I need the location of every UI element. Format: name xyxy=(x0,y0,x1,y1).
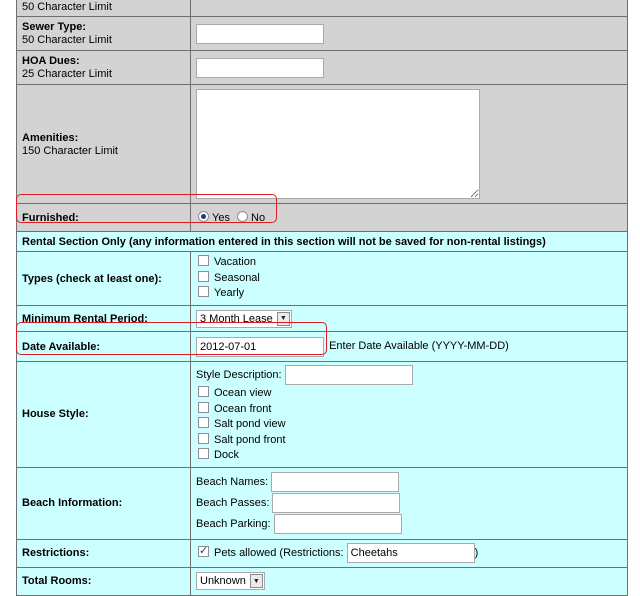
ocean-front-checkbox[interactable] xyxy=(198,402,209,413)
sewer-type-label: Sewer Type: xyxy=(22,21,86,33)
amenities-label-cell xyxy=(17,85,191,204)
restrictions-input[interactable] xyxy=(347,543,475,563)
furnished-cell xyxy=(191,204,628,232)
table-row xyxy=(17,17,628,51)
beach-parking-line xyxy=(196,514,622,535)
types-cell xyxy=(191,252,628,306)
hoa-dues-limit: 25 Character Limit xyxy=(22,68,112,80)
furnished-yes-radio[interactable] xyxy=(198,211,209,222)
date-available-cell xyxy=(191,332,628,362)
table-row xyxy=(17,539,628,567)
style-description-label: Style Description: xyxy=(196,369,282,381)
list-item xyxy=(196,271,622,287)
ocean-front-label: Ocean front xyxy=(214,402,272,415)
beach-parking-input[interactable] xyxy=(274,514,402,534)
list-item xyxy=(196,433,622,449)
style-description-input[interactable] xyxy=(285,365,413,385)
dock-label: Dock xyxy=(214,449,240,461)
pets-allowed-checkbox[interactable] xyxy=(198,546,209,557)
list-item xyxy=(196,448,622,464)
table-row xyxy=(17,332,628,362)
date-available-hint: Enter Date Available (YYYY-MM-DD) xyxy=(329,340,509,353)
restrictions-label: Restrictions: xyxy=(17,539,191,567)
ocean-view-checkbox[interactable] xyxy=(198,386,209,397)
table-row xyxy=(17,51,628,85)
chevron-down-icon: ▼ xyxy=(277,312,290,326)
date-available-input[interactable] xyxy=(196,337,324,357)
beach-names-line xyxy=(196,472,622,493)
amenities-cell xyxy=(191,85,628,204)
seasonal-label: Seasonal xyxy=(214,271,260,284)
types-label: Types (check at least one): xyxy=(17,252,191,306)
restrictions-close-paren: ) xyxy=(474,546,479,559)
table-row xyxy=(17,306,628,332)
total-rooms-cell xyxy=(191,567,628,595)
date-available-label: Date Available: xyxy=(17,332,191,362)
sewer-type-label-cell xyxy=(17,17,191,51)
minimum-rental-cell xyxy=(191,306,628,332)
hoa-dues-cell xyxy=(191,51,628,85)
house-style-label: House Style: xyxy=(17,362,191,468)
salt-pond-view-label: Salt pond view xyxy=(214,418,286,430)
table-row xyxy=(17,204,628,232)
furnished-yes-label: Yes xyxy=(212,212,230,224)
amenities-limit: 150 Character Limit xyxy=(22,144,118,157)
table-row xyxy=(17,362,628,468)
beach-information-cell xyxy=(191,467,628,539)
style-description-line xyxy=(196,365,622,386)
vacation-checkbox[interactable] xyxy=(198,255,209,266)
table-row xyxy=(17,0,628,17)
minimum-rental-select[interactable] xyxy=(196,310,292,328)
hoa-dues-input[interactable] xyxy=(196,58,324,78)
table-row xyxy=(17,232,628,252)
table-row xyxy=(17,567,628,595)
chevron-down-icon: ▼ xyxy=(250,574,263,588)
furnished-no-radio[interactable] xyxy=(237,211,248,222)
seasonal-checkbox[interactable] xyxy=(198,271,209,282)
sewer-type-input[interactable] xyxy=(196,24,324,44)
beach-information-label: Beach Information: xyxy=(17,467,191,539)
hoa-dues-label-cell xyxy=(17,51,191,85)
dock-checkbox[interactable] xyxy=(198,448,209,459)
list-item xyxy=(196,417,622,433)
total-rooms-select[interactable] xyxy=(196,572,265,590)
rental-section-header: Rental Section Only (any information entered in this section will not be saved for non-rental listings) xyxy=(17,232,628,252)
table-row xyxy=(17,252,628,306)
furnished-no-label: No xyxy=(251,212,266,224)
beach-passes-line xyxy=(196,493,622,514)
list-item xyxy=(196,255,622,271)
pets-allowed-label: Pets allowed (Restrictions: xyxy=(214,546,344,559)
total-rooms-selected: Unknown xyxy=(200,575,246,587)
previous-field-cell xyxy=(191,0,628,17)
beach-passes-label: Beach Passes: xyxy=(196,496,270,509)
sewer-type-cell xyxy=(191,17,628,51)
yearly-label: Yearly xyxy=(214,287,245,300)
list-item xyxy=(196,386,622,402)
list-item xyxy=(196,286,622,302)
beach-names-label: Beach Names: xyxy=(196,475,269,488)
salt-pond-front-label: Salt pond front xyxy=(214,433,286,446)
amenities-label: Amenities: xyxy=(22,131,79,144)
vacation-label: Vacation xyxy=(214,256,256,269)
house-style-cell xyxy=(191,362,628,468)
minimum-rental-label: Minimum Rental Period: xyxy=(17,306,191,332)
listing-form-table xyxy=(16,0,628,596)
salt-pond-front-checkbox[interactable] xyxy=(198,433,209,444)
previous-field-label: 50 Character Limit xyxy=(17,0,191,17)
salt-pond-view-checkbox[interactable] xyxy=(198,417,209,428)
amenities-textarea[interactable] xyxy=(196,89,480,199)
beach-parking-label: Beach Parking: xyxy=(196,517,271,530)
furnished-label: Furnished: xyxy=(17,204,191,232)
restrictions-cell xyxy=(191,539,628,567)
minimum-rental-selected: 3 Month Lease xyxy=(200,312,273,325)
total-rooms-label: Total Rooms: xyxy=(17,567,191,595)
table-row xyxy=(17,85,628,204)
yearly-checkbox[interactable] xyxy=(198,286,209,297)
hoa-dues-label: HOA Dues: xyxy=(22,55,80,67)
beach-names-input[interactable] xyxy=(271,472,399,492)
table-row xyxy=(17,467,628,539)
sewer-type-limit: 50 Character Limit xyxy=(22,34,112,46)
list-item xyxy=(196,402,622,418)
beach-passes-input[interactable] xyxy=(272,493,400,513)
ocean-view-label: Ocean view xyxy=(214,387,272,399)
